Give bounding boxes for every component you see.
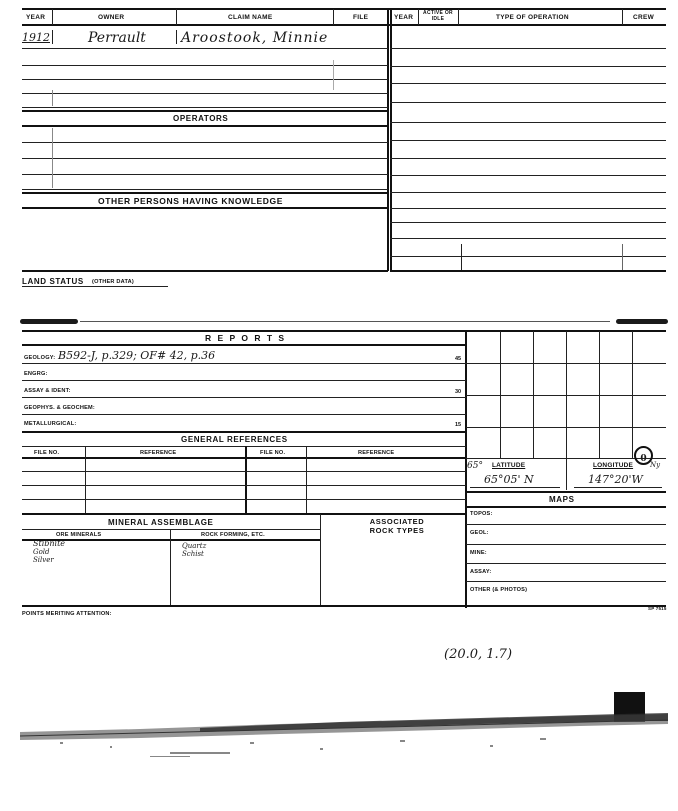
rock-forming-item: Quartz: [182, 542, 207, 550]
other-persons-heading: OTHER PERSONS HAVING KNOWLEDGE: [98, 196, 284, 206]
header-crew: CREW: [633, 14, 655, 21]
report-num-geology: 45: [455, 356, 462, 362]
report-label-engrg: ENGRG:: [24, 371, 48, 377]
points-meriting-attention: POINTS MERITING ATTENTION:: [22, 611, 112, 617]
land-status-subtitle: (OTHER DATA): [92, 279, 134, 285]
maps-topos: TOPOS:: [470, 511, 493, 517]
ore-mineral-item: Stibnite: [33, 539, 66, 548]
header-claim-name: CLAIM NAME: [228, 14, 273, 21]
form-number: SP 7515: [648, 606, 667, 611]
coordinates-note: (20.0, 1.7): [444, 647, 513, 662]
latitude-label: LATITUDE: [492, 462, 526, 469]
ore-mineral-item: Gold: [33, 548, 50, 556]
header-type-of-operation: TYPE OF OPERATION: [496, 14, 569, 21]
header-year: YEAR: [26, 14, 46, 21]
entry-owner: Perrault: [88, 30, 146, 46]
ore-mineral-item: Silver: [33, 556, 54, 564]
scan-edge-band: [20, 318, 668, 324]
entry-claim: Aroostook, Minnie: [181, 30, 329, 46]
maps-mine: MINE:: [470, 550, 487, 556]
col-file-no-1: FILE NO.: [34, 450, 60, 456]
header-owner: OWNER: [98, 14, 125, 21]
land-status-title: LAND STATUS: [22, 277, 84, 286]
scan-noise-band: [20, 712, 668, 762]
report-value-geology: B592-J, p.329; OF# 42, p.36: [58, 349, 216, 362]
report-num-metallurgical: 15: [455, 422, 462, 428]
report-label-metallurgical: METALLURGICAL:: [24, 421, 77, 427]
rock-forming-item: Schist: [182, 550, 204, 558]
rock-forming-heading: ROCK FORMING, ETC.: [201, 532, 265, 538]
latitude-value: 65°05' N: [484, 473, 534, 486]
general-references-heading: GENERAL REFERENCES: [181, 435, 288, 444]
operators-heading: OPERATORS: [173, 114, 229, 123]
maps-assay: ASSAY:: [470, 569, 492, 575]
associated-rock-types-heading: ASSOCIATED ROCK TYPES: [369, 517, 425, 535]
report-label-geophys: GEOPHYS. & GEOCHEM:: [24, 405, 95, 411]
circled-mark: 0: [634, 446, 653, 465]
report-num-assay: 30: [455, 389, 462, 395]
mineral-heading: MINERAL ASSEMBLAGE: [108, 518, 214, 527]
header-file: FILE: [353, 14, 369, 21]
header-year-2: YEAR: [394, 14, 414, 21]
col-file-no-2: FILE NO.: [260, 450, 286, 456]
report-label-geology: GEOLOGY:: [24, 355, 56, 361]
circle-suffix: Ny: [650, 461, 661, 469]
longitude-label: LONGITUDE: [593, 462, 634, 469]
reports-heading: R E P O R T S: [205, 333, 287, 343]
col-reference-2: REFERENCE: [358, 450, 395, 456]
header-active-idle: ACTIVE OR IDLE: [423, 10, 453, 22]
ore-minerals-heading: ORE MINERALS: [56, 532, 102, 538]
report-label-assay: ASSAY & IDENT:: [24, 388, 71, 394]
lat-prefix: 65°: [467, 461, 483, 471]
col-reference-1: REFERENCE: [140, 450, 177, 456]
maps-other: OTHER (& PHOTOS): [470, 587, 528, 593]
longitude-value: 147°20'W: [588, 473, 643, 486]
maps-geol: GEOL:: [470, 530, 489, 536]
entry-year: 1912: [22, 31, 50, 44]
maps-heading: MAPS: [549, 495, 575, 504]
